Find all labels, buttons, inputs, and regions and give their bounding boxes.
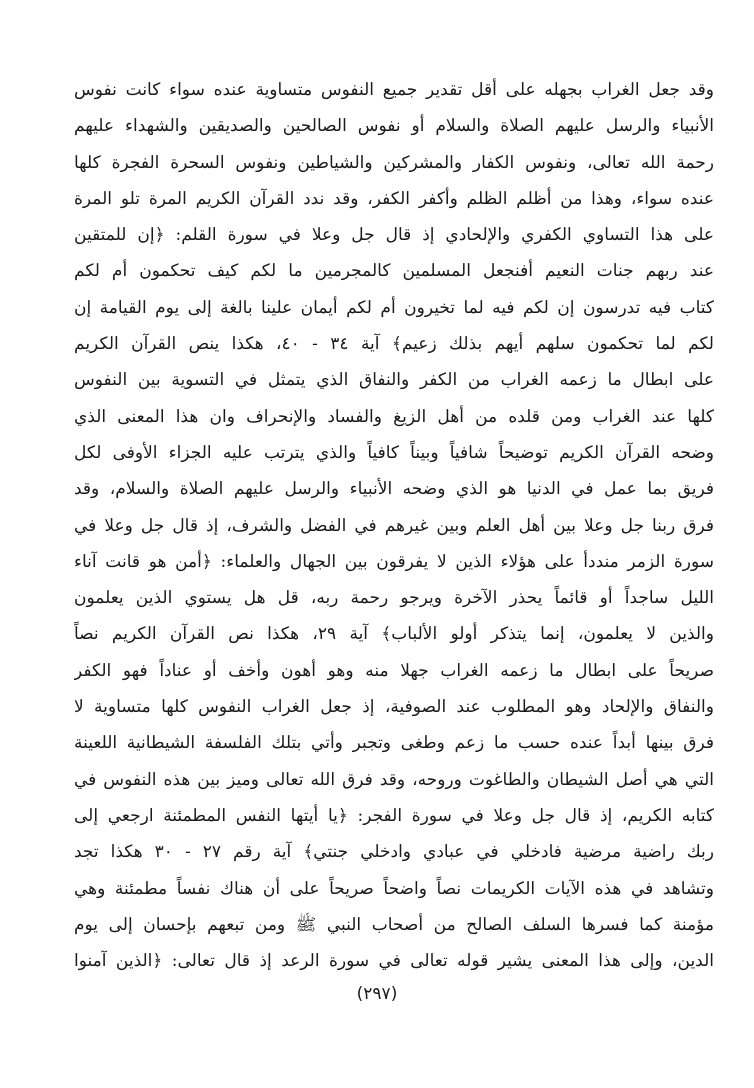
text-line: وقد جعل الغراب بجهله على أقل تقدير جميع النفوس متساوية عنده سواء كانت نفوس (74, 80, 714, 100)
text-line: التي هي أصل الشيطان والطاغوت وروحه، وقد فرق الله تعالى وميز بين هذه النفوس في (74, 769, 714, 790)
page-number: (٢٩٧) (356, 984, 398, 1004)
text-line: والنفاق والإلحاد وهو المطلوب عند الصوفية، إذ جعل الغراب النفوس كلها متساوية لا (74, 697, 714, 718)
text-line: صريحاً على ابطال ما زعمه الغراب جهلا منه وهو أهون وأخف أو عناداً فهو الكفر (74, 660, 714, 681)
text-line: عند ربهم جنات النعيم أفنجعل المسلمين كالمجرمين ما لكم كيف تحكمون أم لكم (74, 261, 714, 282)
text-line: الدين، وإلى هذا المعنى يشير قوله تعالى في سورة الرعد إذ قال تعالى: ﴿الذين آمنوا (74, 951, 714, 972)
text-line: والذين لا يعلمون، إنما يتذكر أولو الألباب﴾ آية ٢٩، هكذا نص القرآن الكريم نصاً (74, 624, 714, 645)
text-line: فريق بما عمل في الدنيا هو الذي وضحه الأنبياء والرسل عليهم الصلاة والسلام، وقد (74, 479, 714, 500)
text-line: فرق ربنا جل وعلا بين أهل العلم وبين غيرهم في الفضل والشرف، إذ قال جل وعلا في (74, 515, 714, 536)
text-line: مؤمنة كما فسرها السلف الصالح من أصحاب النبي ﷺ ومن تبعهم بإحسان إلى يوم (74, 914, 714, 935)
text-line: كتابه الكريم، إذ قال جل وعلا في سورة الفجر: ﴿يا أيتها النفس المطمئنة ارجعي إلى (74, 805, 714, 826)
text-line: وضحه القرآن الكريم توضيحاً شافياً وبيناً كافياً والذي يترتب عليه الجزاء الأوفى لكل (74, 442, 714, 463)
text-line: الليل ساجداً أو قائماً يحذر الآخرة ويرجو رحمة ربه، قل هل يستوي الذين يعلمون (74, 588, 714, 609)
text-line: عنده سواء، وهذا من أظلم الظلم وأكفر الكفر، وقد ندد القرآن الكريم المرة تلو المرة (74, 188, 714, 209)
text-line: فرق بينها أبداً عنده حسب ما زعم وطغى وتجبر وأتي بتلك الفلسفة الشيطانية اللعينة (74, 733, 714, 754)
text-line: على ابطال ما زعمه الغراب من الكفر والنفاق الذي يتمثل في التسوية بين النفوس (74, 370, 714, 391)
text-line: وتشاهد في هذه الآيات الكريمات نصاً واضحاً صريحاً على أن هناك نفساً مطمئنة وهي (74, 878, 714, 899)
text-line: على هذا التساوي الكفري والإلحادي إذ قال جل وعلا في سورة القلم: ﴿إن للمتقين (74, 225, 714, 246)
text-line: لكم لما تحكمون سلهم أيهم بذلك زعيم﴾ آية ٣٤ - ٤٠، هكذا ينص القرآن الكريم (74, 334, 714, 355)
body-text (74, 72, 714, 979)
text-line: كلها عند الغراب ومن قلده من أهل الزيغ والفساد والإنحراف وان هذا المعنى الذي (74, 406, 714, 427)
text-line: ربك راضية مرضية فادخلي في عبادي وادخلي جنتي﴾ آية رقم ٢٧ - ٣٠ هكذا تجد (74, 842, 714, 863)
text-line: رحمة الله تعالى، ونفوس الكفار والمشركين والشياطين ونفوس السحرة الفجرة كلها (74, 152, 714, 173)
text-line: الأنبياء والرسل عليهم الصلاة والسلام أو نفوس الصالحين والصديقين والشهداء عليهم (74, 116, 714, 137)
text-line: سورة الزمر منددأ على هؤلاء الذين لا يفرقون بين الجهال والعلماء: ﴿أمن هو قانت آناء (74, 551, 714, 572)
text-line: كتاب فيه تدرسون إن لكم فيه لما تخيرون أم لكم أيمان علينا بالغة إلى يوم القيامة إن (74, 297, 714, 318)
